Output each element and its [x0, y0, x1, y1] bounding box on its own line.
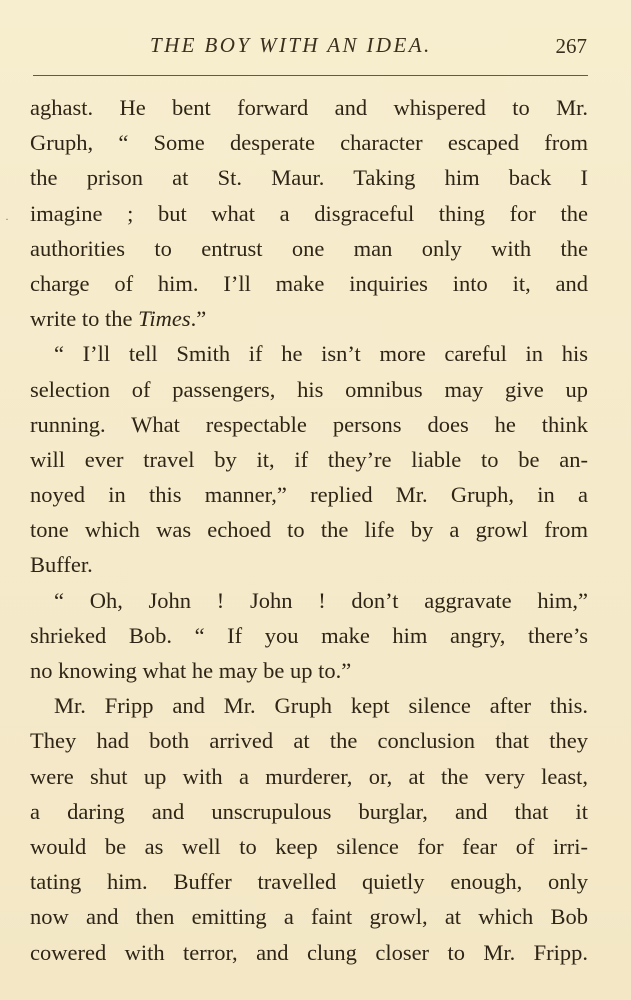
text-line: running. What respectable persons does he think	[30, 411, 588, 437]
text-line: “ I’ll tell Smith if he isn’t more careful in his	[54, 341, 588, 367]
text-line: charge of him. I’ll make inquiries into it, and	[30, 270, 588, 296]
text-line: the prison at St. Maur. Taking him back I	[30, 165, 588, 191]
text-line: selection of passengers, his omnibus may give up	[30, 376, 588, 402]
header-rule	[33, 75, 588, 76]
text-line: noyed in this manner,” replied Mr. Gruph, in a	[30, 482, 588, 508]
text-line: tone which was echoed to the life by a growl from	[30, 517, 588, 543]
text-line: shrieked Bob. “ If you make him angry, there’s	[30, 622, 588, 648]
text-line: authorities to entrust one man only with the	[30, 235, 588, 261]
running-title: THE BOY WITH AN IDEA.	[150, 33, 432, 57]
text-line: a daring and unscrupulous burglar, and that it	[30, 798, 588, 824]
text-line: imagine ; but what a disgraceful thing for the	[30, 200, 588, 226]
text-line: aghast. He bent forward and whispered to Mr.	[30, 95, 588, 120]
text-line: “ Oh, John ! John ! don’t aggravate him,”	[54, 587, 588, 613]
body-text	[30, 90, 588, 970]
text-line: now and then emitting a faint growl, at which Bob	[30, 904, 588, 930]
text-line: write to the Times.”	[30, 306, 207, 332]
text-line: were shut up with a murderer, or, at the very least,	[30, 763, 588, 789]
running-head	[0, 33, 631, 63]
page-number: 267	[555, 34, 587, 58]
text-line: no knowing what he may be up to.”	[30, 658, 352, 683]
text-line: They had both arrived at the conclusion that they	[30, 728, 588, 754]
text-line: Buffer.	[30, 552, 93, 578]
text-line: Mr. Fripp and Mr. Gruph kept silence after this.	[54, 693, 588, 719]
text-line: will ever travel by it, if they’re liable to be an-	[30, 446, 588, 472]
italic-title: Times	[138, 306, 191, 332]
text-line: cowered with terror, and clung closer to Mr. Fripp.	[30, 939, 588, 965]
text-line: Gruph, “ Some desperate character escaped from	[30, 130, 588, 156]
text-line: tating him. Buffer travelled quietly enough, only	[30, 869, 588, 895]
margin-mark: ·	[5, 212, 9, 226]
text-line: would be as well to keep silence for fear of irri-	[30, 833, 588, 859]
